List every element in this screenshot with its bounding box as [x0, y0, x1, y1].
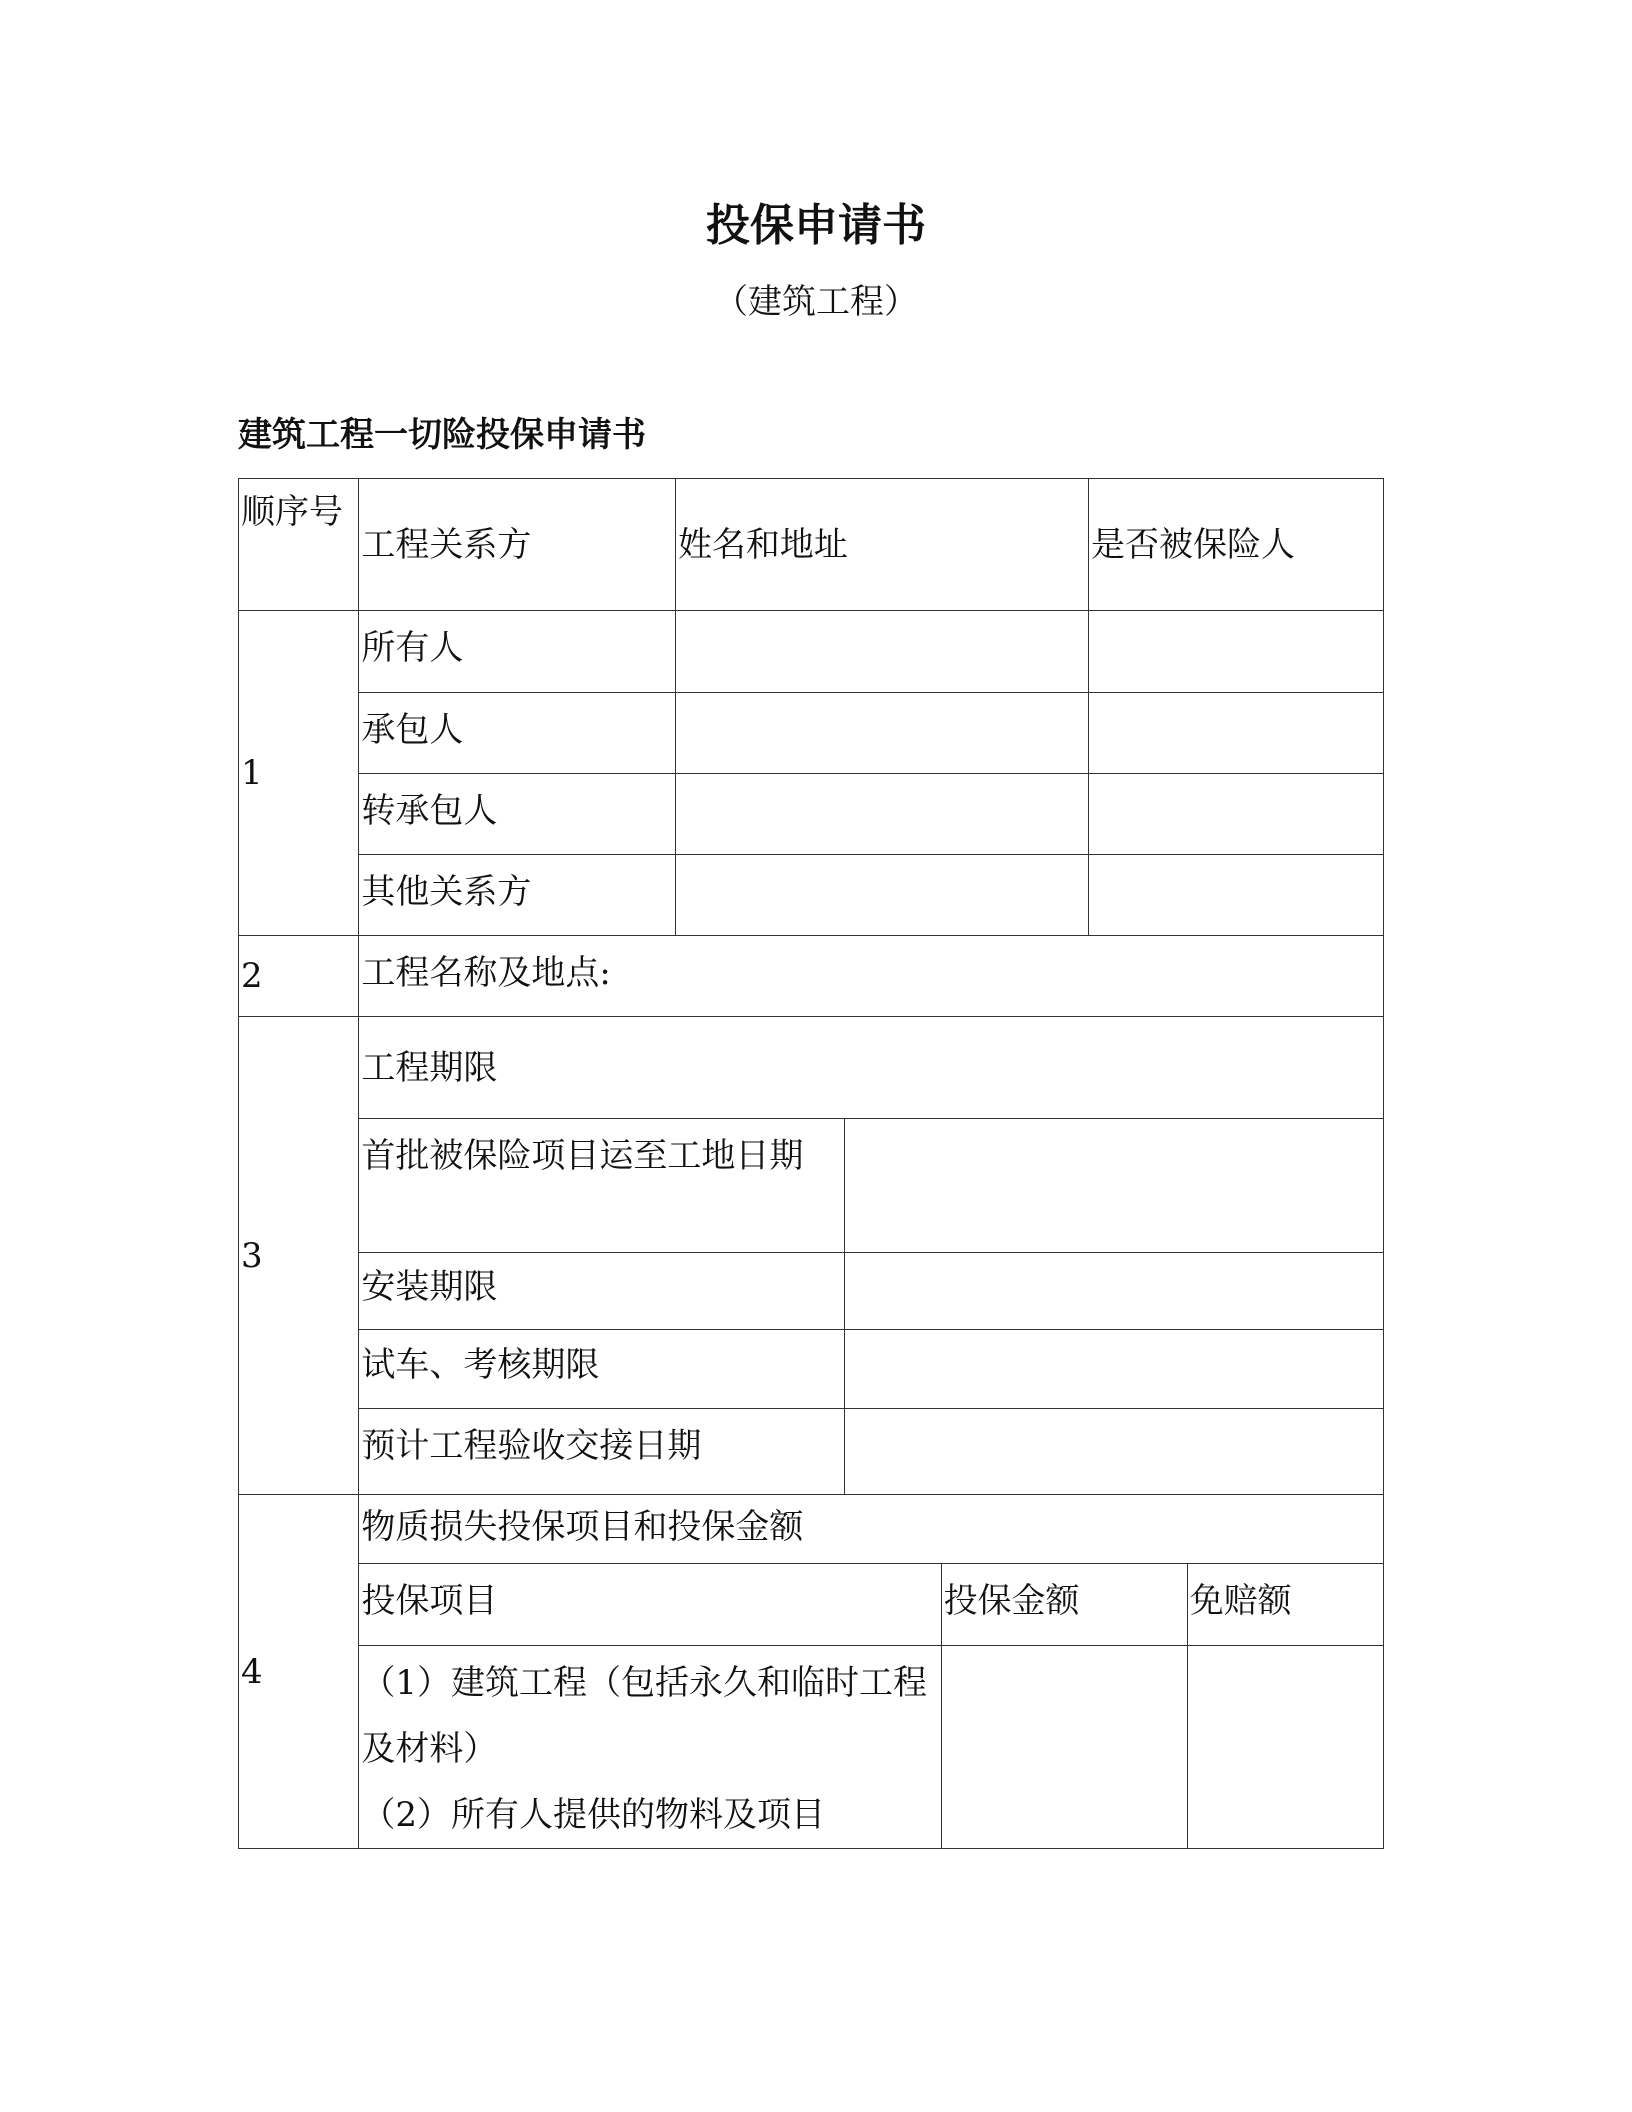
test-period-label: 试车、考核期限: [359, 1330, 845, 1409]
table-row: [239, 1409, 1384, 1495]
insured-item-1: （1）建筑工程（包括永久和临时工程及材料）: [361, 1663, 927, 1769]
row-number-3: 3: [239, 1017, 359, 1495]
page-subtitle: （建筑工程）: [714, 282, 918, 322]
deductible-cell[interactable]: [1187, 1646, 1383, 1849]
col-deductible: 免赔额: [1187, 1564, 1383, 1646]
table-row: [239, 611, 1384, 693]
table-row: [239, 1495, 1384, 1564]
contractor-is-insured-cell[interactable]: [1089, 693, 1384, 774]
handover-date-cell[interactable]: [845, 1409, 1384, 1495]
handover-date-label: 预计工程验收交接日期: [359, 1409, 845, 1495]
page-title: 投保申请书: [706, 200, 926, 251]
table-row: [239, 855, 1384, 936]
party-contractor: 承包人: [359, 693, 676, 774]
party-other: 其他关系方: [359, 855, 676, 936]
insured-items-cell: [359, 1646, 941, 1849]
row-number-2: 2: [239, 936, 359, 1017]
owner-is-insured-cell[interactable]: [1089, 611, 1384, 693]
table-row: [239, 1646, 1384, 1849]
test-period-cell[interactable]: [845, 1330, 1384, 1409]
table-header-row: [239, 479, 1384, 611]
other-name-address-cell[interactable]: [675, 855, 1088, 936]
table-row: [239, 1564, 1384, 1646]
project-name-location[interactable]: 工程名称及地点:: [359, 936, 1384, 1017]
subcontractor-is-insured-cell[interactable]: [1089, 774, 1384, 855]
header-is-insured: 是否被保险人: [1089, 479, 1384, 611]
header-seq-label: 顺序号: [241, 492, 343, 532]
project-period-heading: 工程期限: [359, 1017, 1384, 1119]
first-delivery-date-cell[interactable]: [845, 1119, 1384, 1253]
section-title: 建筑工程一切险投保申请书: [238, 415, 646, 455]
insured-item-2: （2）所有人提供的物料及项目: [361, 1795, 825, 1835]
table-row: [239, 693, 1384, 774]
installation-period-label: 安装期限: [359, 1253, 845, 1330]
header-party: 工程关系方: [359, 479, 676, 611]
row-number-1: 1: [239, 611, 359, 936]
first-delivery-date-label: 首批被保险项目运至工地日期: [359, 1119, 845, 1253]
insured-amount-cell[interactable]: [941, 1646, 1187, 1849]
material-loss-heading: 物质损失投保项目和投保金额: [359, 1495, 1384, 1564]
owner-name-address-cell[interactable]: [675, 611, 1088, 693]
party-subcontractor: 转承包人: [359, 774, 676, 855]
subcontractor-name-address-cell[interactable]: [675, 774, 1088, 855]
table-row: [239, 1330, 1384, 1409]
party-owner: 所有人: [359, 611, 676, 693]
installation-period-cell[interactable]: [845, 1253, 1384, 1330]
col-insured-item: 投保项目: [359, 1564, 941, 1646]
col-insured-amount: 投保金额: [941, 1564, 1187, 1646]
header-seq: [239, 479, 359, 611]
row-number-4: 4: [239, 1495, 359, 1849]
table-row: [239, 774, 1384, 855]
table-row: [239, 1017, 1384, 1119]
table-row: [239, 1119, 1384, 1253]
contractor-name-address-cell[interactable]: [675, 693, 1088, 774]
other-is-insured-cell[interactable]: [1089, 855, 1384, 936]
header-name-address: 姓名和地址: [675, 479, 1088, 611]
table-row: [239, 1253, 1384, 1330]
table-row: [239, 936, 1384, 1017]
insurance-application-table: [238, 478, 1384, 1849]
